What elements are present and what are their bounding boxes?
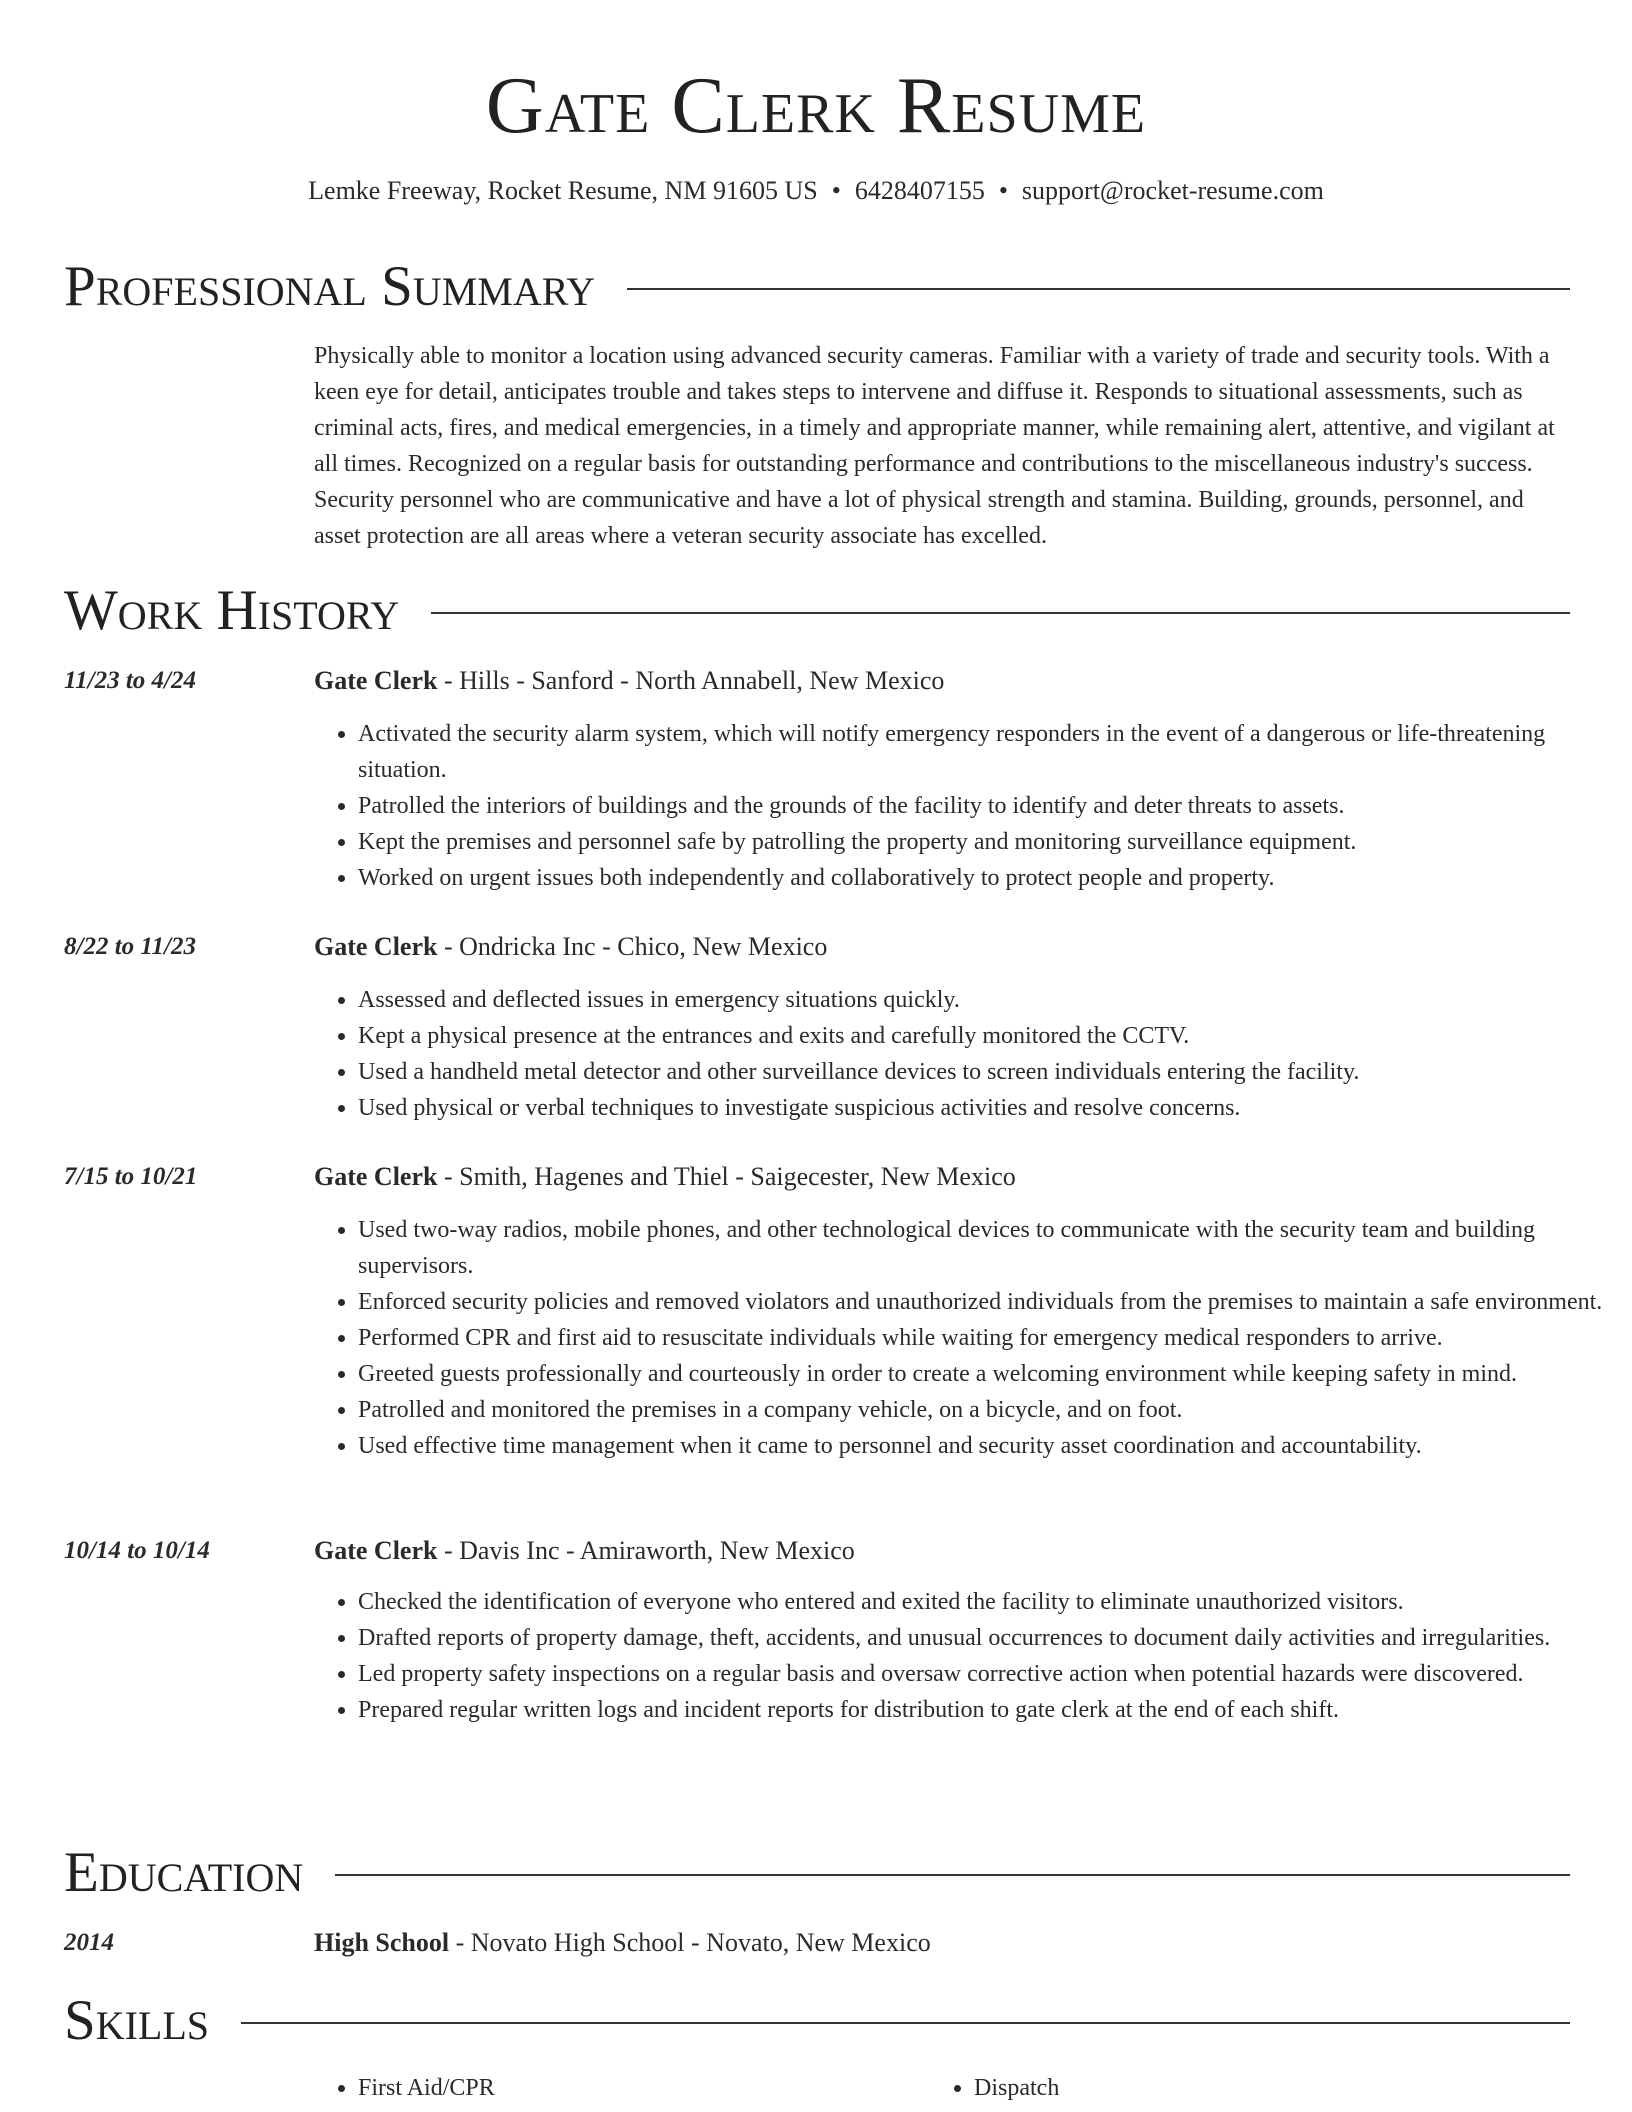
list-item: • Patrolled the interiors of buildings and the grounds of the facility to identify and deter threats to assets.	[358, 788, 1618, 824]
section-divider	[627, 288, 1570, 290]
contact-email: support@rocket-resume.com	[1021, 176, 1324, 205]
skill-item: • First Aid/CPR	[358, 2070, 918, 2106]
job-role: Gate Clerk	[314, 1536, 438, 1565]
job-dates: 11/23 to 4/24	[64, 667, 196, 694]
education-heading: Education	[64, 1841, 304, 1904]
job-bullet-list	[314, 1212, 1618, 1464]
contact-separator: •	[831, 176, 841, 205]
contact-separator: •	[998, 176, 1008, 205]
list-item: • Drafted reports of property damage, theft, accidents, and unusual occurrences to document daily activities and irregularities.	[358, 1620, 1618, 1656]
work-heading: Work History	[64, 579, 400, 642]
list-item: • Kept a physical presence at the entrances and exits and carefully monitored the CCTV.	[358, 1018, 1618, 1054]
contact-address: Lemke Freeway, Rocket Resume, NM 91605 US	[308, 176, 818, 205]
skill-item: • Dispatch	[974, 2070, 1534, 2106]
skills-list-right	[930, 2070, 1534, 2106]
skills-heading: Skills	[64, 1989, 210, 2052]
job-details: - Hills - Sanford - North Annabell, New Mexico	[437, 666, 945, 695]
job-role: Gate Clerk	[314, 932, 438, 961]
list-item: • Used effective time management when it came to personnel and security asset coordination and accountability.	[358, 1428, 1618, 1464]
list-item: • Led property safety inspections on a regular basis and oversaw corrective action when potential hazards were discovered.	[358, 1656, 1618, 1692]
job-dates: 7/15 to 10/21	[64, 1163, 198, 1190]
education-degree: High School	[314, 1928, 450, 1957]
list-item: • Used a handheld metal detector and other surveillance devices to screen individuals entering the facility.	[358, 1054, 1618, 1090]
list-item: • Used two-way radios, mobile phones, and other technological devices to communicate with the security team and building supervisors.	[358, 1212, 1618, 1284]
list-item: • Activated the security alarm system, which will notify emergency responders in the event of a dangerous or life-threatening situation.	[358, 716, 1618, 788]
job-bullet-list	[314, 1584, 1618, 1728]
education-details: - Novato High School - Novato, New Mexico	[449, 1928, 931, 1957]
summary-text: Physically able to monitor a location using advanced security cameras. Familiar with a variety of trade and security tools. With a keen eye for detail, anticipates trouble and takes steps to intervene and diffuse it. Responds to situational assessments, such as criminal acts, fires, and medical emergencies, in a timely and appropriate manner, while remaining alert, attentive, and vigilant at all times. Recognized on a regular basis for outstanding performance and contributions to the miscellaneous industry's success. Security personnel who are communicative and have a lot of physical strength and stamina. Building, grounds, personnel, and asset protection are all areas where a veteran security associate has excelled.	[314, 343, 1555, 549]
job-dates: 8/22 to 11/23	[64, 933, 196, 960]
job-dates: 10/14 to 10/14	[64, 1537, 210, 1564]
contact-line	[0, 174, 1632, 208]
list-item: • Kept the premises and personnel safe by patrolling the property and monitoring surveillance equipment.	[358, 824, 1618, 860]
list-item: • Worked on urgent issues both independently and collaboratively to protect people and property.	[358, 860, 1618, 896]
job-role: Gate Clerk	[314, 1162, 438, 1191]
job-details: - Smith, Hagenes and Thiel - Saigecester, New Mexico	[437, 1162, 1016, 1191]
list-item: • Performed CPR and first aid to resuscitate individuals while waiting for emergency medical responders to arrive.	[358, 1320, 1618, 1356]
job-title-line	[314, 930, 1574, 964]
work-section-header	[64, 576, 1570, 646]
list-item: • Greeted guests professionally and courteously in order to create a welcoming environment while keeping safety in mind.	[358, 1356, 1618, 1392]
contact-phone: 6428407155	[854, 176, 985, 205]
job-details: - Ondricka Inc - Chico, New Mexico	[437, 932, 828, 961]
summary-heading: Professional Summary	[64, 255, 596, 318]
job-details: - Davis Inc - Amiraworth, New Mexico	[437, 1536, 855, 1565]
resume-title: Gate Clerk Resume	[485, 62, 1147, 150]
list-item: • Checked the identification of everyone who entered and exited the facility to eliminate unauthorized visitors.	[358, 1584, 1618, 1620]
education-section-header	[64, 1838, 1570, 1908]
section-divider	[431, 612, 1570, 614]
section-divider	[335, 1874, 1570, 1876]
job-title-line	[314, 1160, 1574, 1194]
job-role: Gate Clerk	[314, 666, 438, 695]
list-item: • Enforced security policies and removed violators and unauthorized individuals from the premises to maintain a safe environment.	[358, 1284, 1618, 1320]
skills-list-left	[314, 2070, 918, 2106]
section-divider	[241, 2022, 1570, 2024]
job-title-line	[314, 1534, 1574, 1568]
education-year: 2014	[64, 1929, 114, 1956]
list-item: • Assessed and deflected issues in emergency situations quickly.	[358, 982, 1618, 1018]
job-bullet-list	[314, 982, 1618, 1126]
job-title-line	[314, 664, 1574, 698]
education-line	[314, 1926, 1574, 1960]
skills-section-header	[64, 1986, 1570, 2056]
job-bullet-list	[314, 716, 1618, 896]
list-item: • Used physical or verbal techniques to investigate suspicious activities and resolve concerns.	[358, 1090, 1618, 1126]
summary-section-header	[64, 252, 1570, 322]
list-item: • Patrolled and monitored the premises in a company vehicle, on a bicycle, and on foot.	[358, 1392, 1618, 1428]
list-item: • Prepared regular written logs and incident reports for distribution to gate clerk at the end of each shift.	[358, 1692, 1618, 1728]
